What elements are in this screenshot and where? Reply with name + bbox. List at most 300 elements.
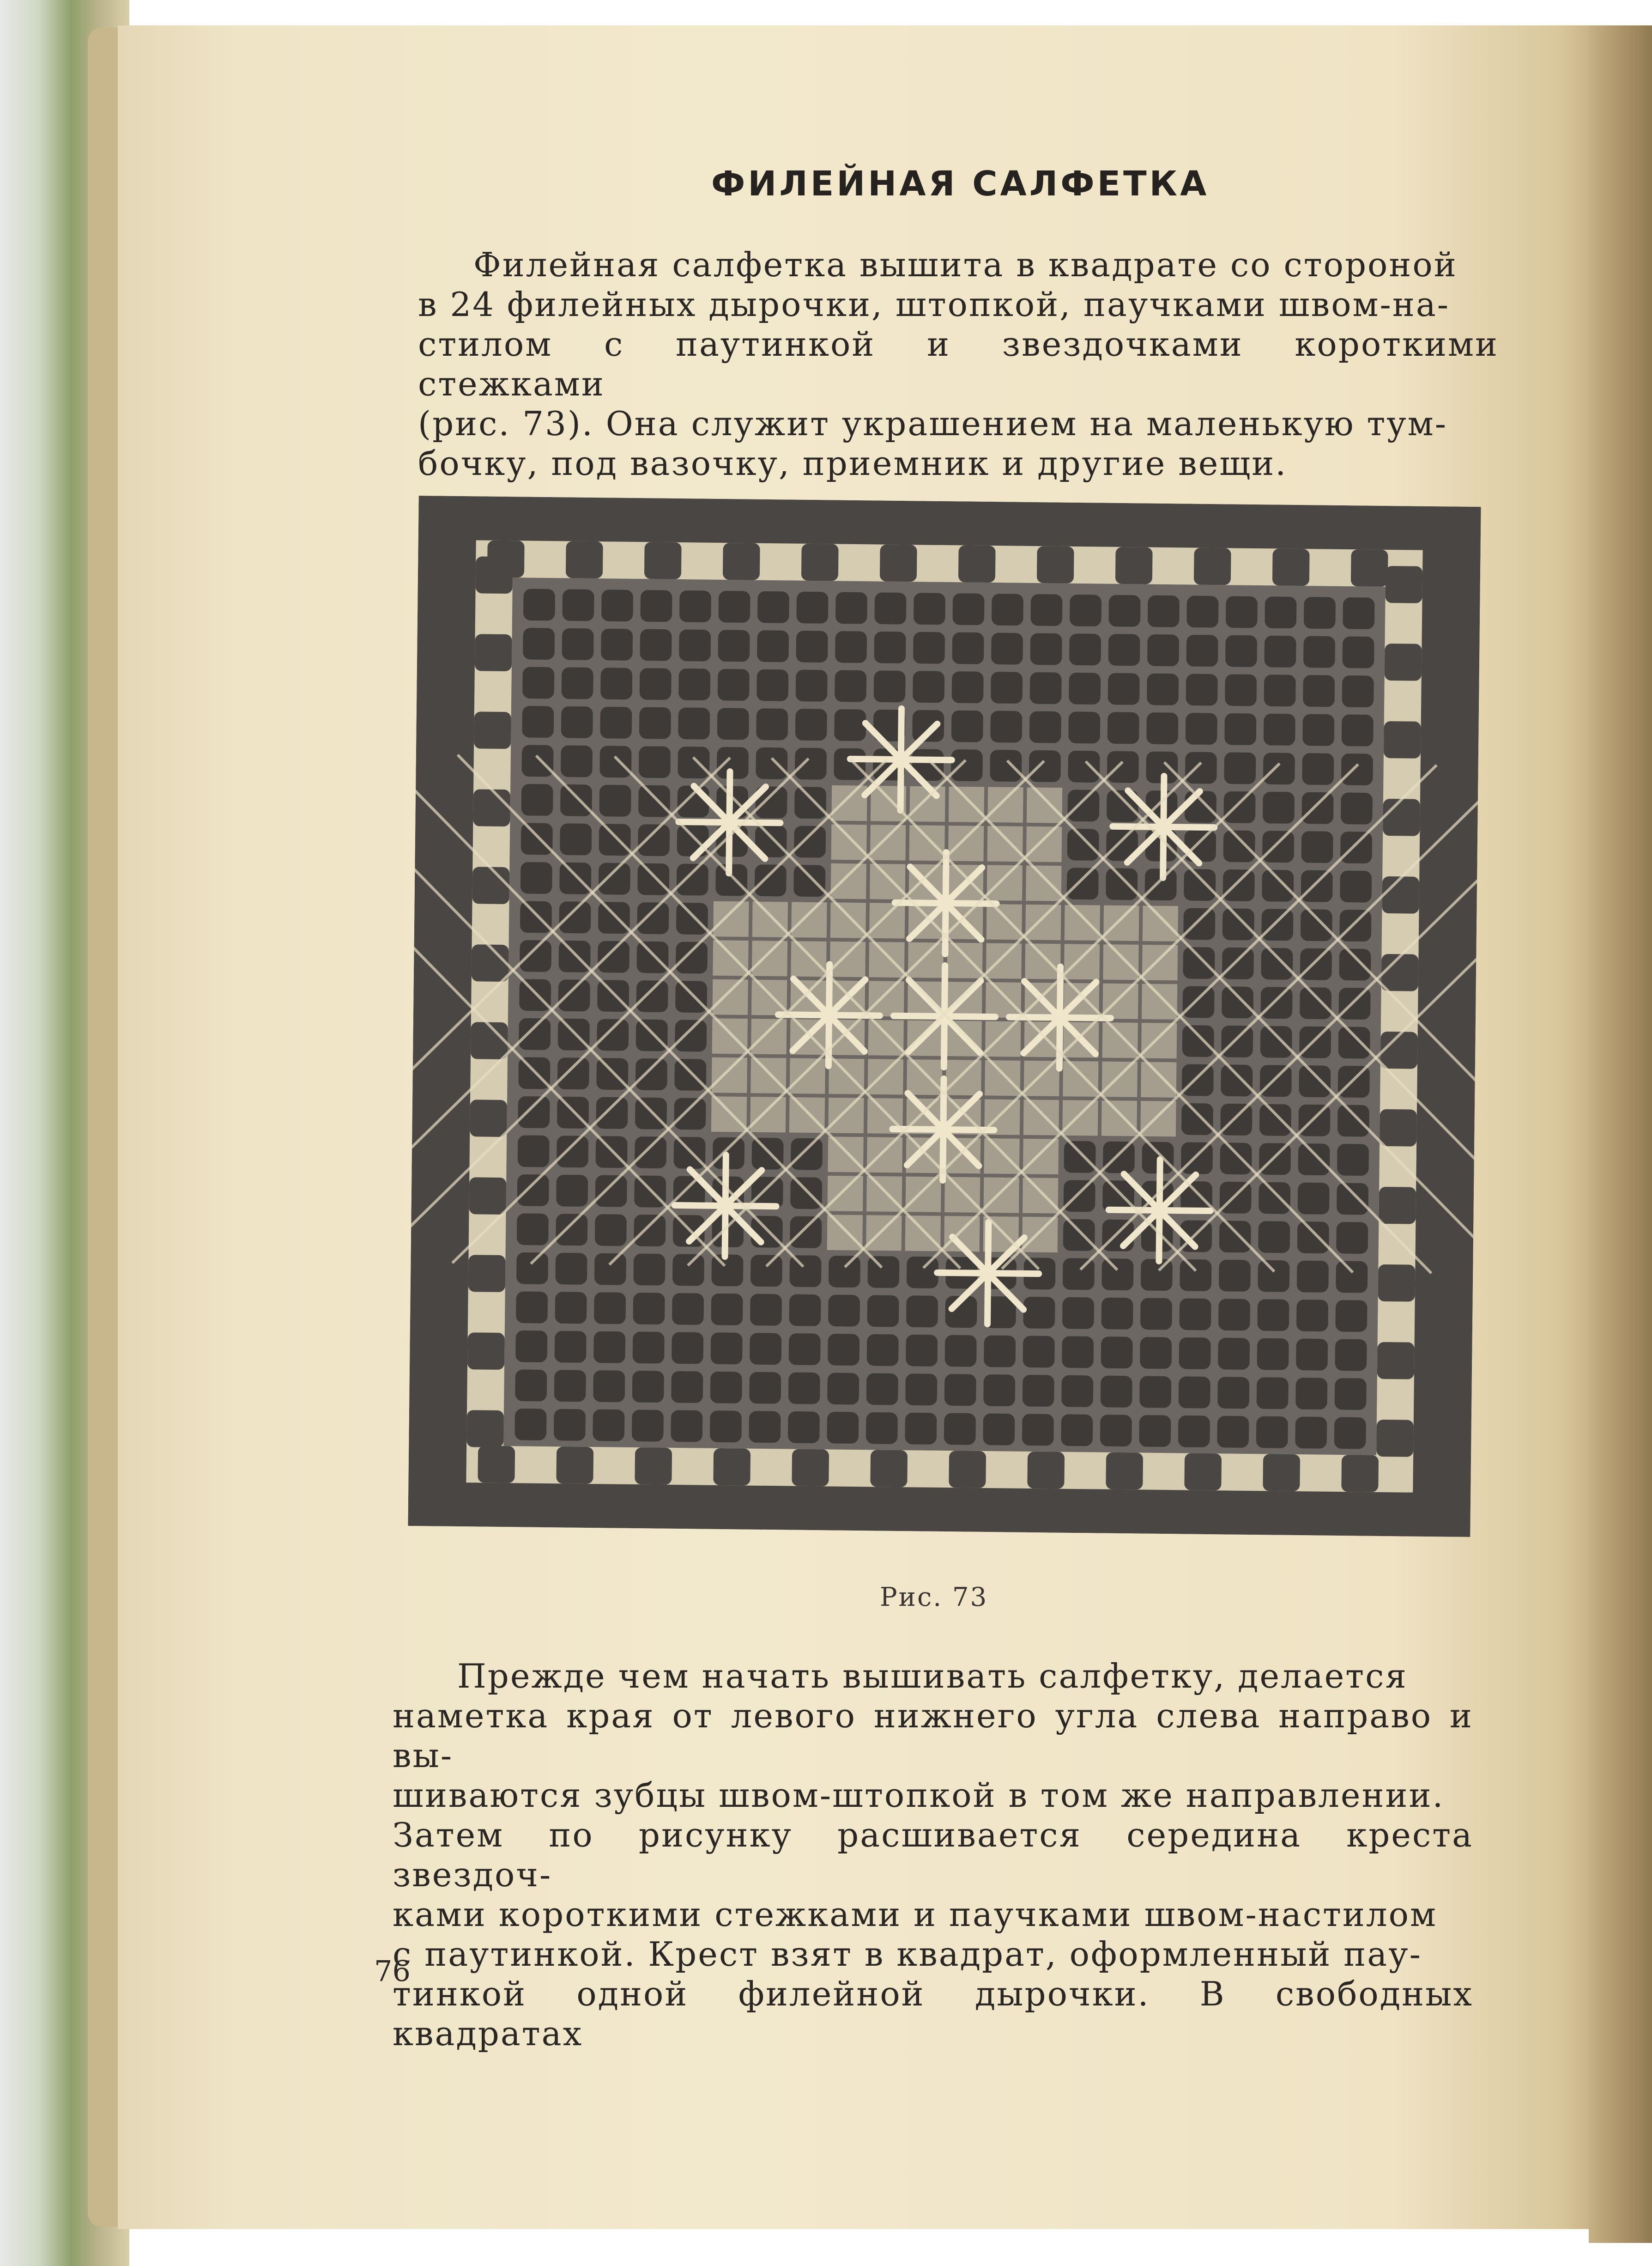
darned-cell [559, 863, 591, 894]
darned-cell [951, 711, 983, 742]
figure-filet-doily [408, 496, 1481, 1537]
darned-cell [1225, 674, 1257, 706]
darned-cell [562, 589, 594, 621]
border-tooth [1194, 548, 1231, 585]
star-ray [901, 709, 902, 759]
paragraph-line: Затем по рисунку расшивается середина креста звездоч- [393, 1816, 1473, 1894]
darned-cell [1257, 1338, 1289, 1370]
darned-cell [866, 1373, 898, 1405]
lace-cell [986, 904, 1022, 940]
darned-cell [790, 1177, 822, 1209]
lace-cell [868, 981, 904, 1016]
lace-cell [985, 1060, 1020, 1096]
darned-cell [1259, 1143, 1291, 1175]
darned-cell [1340, 832, 1372, 863]
darned-cell [906, 1335, 938, 1367]
lace-cell [987, 865, 1023, 900]
paragraph-line: Филейная салфетка вышита в квадрате со стороной [473, 245, 1458, 284]
border-tooth [1351, 549, 1388, 587]
darned-cell [1141, 1259, 1173, 1291]
darned-cell [1299, 1027, 1331, 1058]
darned-cell [796, 592, 828, 624]
darned-cell [1340, 870, 1372, 902]
darned-cell [1217, 1416, 1249, 1448]
darned-cell [678, 707, 710, 739]
darned-cell [1342, 636, 1374, 668]
darned-cell [560, 823, 592, 855]
darned-cell [711, 1254, 743, 1286]
darned-cell [634, 1215, 666, 1246]
darned-cell [1301, 792, 1333, 824]
lace-cell [866, 1176, 902, 1212]
darned-cell [1339, 948, 1371, 980]
border-tooth [467, 1332, 505, 1370]
border-tooth [1378, 1264, 1416, 1302]
darned-cell [556, 1175, 588, 1207]
border-tooth [1115, 547, 1153, 584]
lace-cell [948, 826, 984, 861]
darned-cell [1186, 713, 1217, 745]
lace-cell [713, 979, 748, 1015]
darned-cell [601, 589, 633, 621]
darned-cell [1062, 1336, 1094, 1368]
darned-cell [1334, 1417, 1366, 1449]
star-ray [675, 1205, 726, 1206]
darned-cell [1301, 909, 1332, 941]
darned-cell [1297, 1221, 1329, 1253]
lace-cell [713, 901, 749, 937]
darned-cell [789, 1333, 821, 1365]
darned-cell [827, 1412, 859, 1444]
border-tooth [644, 542, 682, 579]
border-tooth [473, 789, 510, 826]
lace-cell [752, 902, 788, 937]
darned-cell [1260, 987, 1292, 1019]
border-tooth [1385, 644, 1422, 681]
lace-cell [908, 942, 944, 978]
darned-cell [1030, 633, 1062, 665]
lace-cell [906, 1137, 941, 1173]
border-tooth [1382, 876, 1419, 914]
darned-cell [757, 630, 789, 662]
darned-cell [521, 745, 553, 777]
darned-cell [867, 1334, 899, 1366]
darned-cell [558, 1019, 590, 1051]
darned-cell [906, 1295, 938, 1327]
darned-cell [1336, 1261, 1368, 1293]
paragraph-line: наметка края от левого нижнего угла слева направо и вы- [393, 1696, 1473, 1775]
darned-cell [599, 785, 631, 817]
lace-cell [1103, 905, 1139, 941]
darned-cell [1296, 1339, 1328, 1371]
darned-cell [1181, 1103, 1213, 1135]
darned-cell [905, 1373, 937, 1405]
lace-cell [868, 1059, 903, 1094]
lace-cell [1140, 1101, 1176, 1136]
darned-cell [793, 865, 825, 897]
darned-cell [1108, 634, 1140, 666]
darned-cell [675, 981, 707, 1013]
darned-cell [1336, 1222, 1368, 1254]
darned-cell [558, 979, 590, 1011]
border-tooth [1341, 1455, 1379, 1492]
paragraph-line: в 24 филейных дырочки, штопкой, паучками швом-на- [418, 285, 1450, 324]
darned-cell [561, 745, 593, 777]
darned-cell [1147, 634, 1179, 666]
star-ray [1160, 1210, 1210, 1211]
darned-cell [1304, 597, 1336, 629]
darned-cell [1068, 711, 1100, 743]
darned-cell [1301, 831, 1333, 863]
darned-cell [518, 1096, 550, 1128]
darned-cell [718, 630, 750, 662]
darned-cell [559, 901, 591, 933]
darned-cell [1062, 1297, 1094, 1329]
darned-cell [675, 1020, 707, 1051]
darned-cell [789, 1255, 821, 1287]
darned-cell [1257, 1377, 1289, 1409]
star-ray [943, 1079, 944, 1130]
lace-cell [830, 942, 865, 977]
border-tooth [1027, 1452, 1065, 1489]
lace-cell [831, 863, 866, 899]
darned-cell [1063, 1258, 1095, 1290]
darned-cell [1262, 831, 1294, 863]
darned-cell [749, 1411, 781, 1443]
darned-cell [1343, 597, 1374, 629]
lace-cell [1141, 1023, 1177, 1058]
darned-cell [1223, 791, 1255, 823]
darned-cell [517, 1174, 549, 1206]
border-tooth [1383, 799, 1420, 836]
darned-cell [710, 1410, 742, 1442]
darned-cell [640, 668, 672, 700]
darned-cell [756, 708, 788, 740]
darned-cell [1339, 910, 1371, 942]
darned-cell [874, 592, 906, 624]
darned-cell [1222, 948, 1254, 979]
darned-cell [1178, 1415, 1210, 1447]
darned-cell [1108, 673, 1140, 705]
darned-cell [554, 1409, 586, 1441]
darned-cell [1299, 1065, 1331, 1097]
darned-cell [1064, 1180, 1095, 1212]
darned-cell [1186, 635, 1218, 667]
lace-cell [1062, 1100, 1098, 1136]
darned-cell [1185, 791, 1216, 823]
star-ray [946, 903, 997, 904]
lace-cell [869, 942, 904, 978]
darned-cell [635, 1058, 667, 1090]
darned-cell [1300, 948, 1332, 980]
lace-cell [987, 826, 1023, 862]
border-tooth [556, 1446, 593, 1484]
darned-cell [1220, 1142, 1252, 1174]
darned-cell [519, 1018, 551, 1050]
darned-cell [1140, 1298, 1172, 1330]
lace-cell [1102, 1022, 1138, 1058]
darned-cell [1263, 792, 1295, 824]
darned-cell [1023, 1336, 1055, 1367]
lace-cell [712, 1057, 747, 1093]
darned-cell [671, 1371, 703, 1403]
border-tooth [792, 1449, 829, 1487]
darned-cell [1224, 752, 1256, 784]
darned-cell [1107, 751, 1139, 783]
darned-cell [1029, 750, 1061, 782]
darned-cell [636, 1020, 668, 1051]
darned-cell [990, 750, 1022, 782]
darned-cell [1303, 675, 1335, 707]
darned-cell [788, 1411, 820, 1443]
darned-cell [827, 1373, 859, 1404]
darned-cell [828, 1334, 859, 1366]
darned-cell [522, 706, 554, 738]
lace-cell [870, 864, 905, 899]
border-tooth [958, 545, 996, 583]
lace-cell [987, 787, 1023, 822]
darned-cell [990, 711, 1022, 743]
darned-cell [637, 902, 669, 934]
lace-cell [1023, 1178, 1058, 1213]
darned-cell [1220, 1104, 1252, 1136]
figure-caption: Рис. 73 [880, 1582, 988, 1612]
darned-cell [515, 1330, 547, 1362]
darned-cell [1335, 1300, 1367, 1332]
darned-cell [1222, 908, 1254, 940]
lace-cell [828, 1136, 863, 1172]
darned-cell [1298, 1143, 1330, 1175]
darned-cell [1182, 986, 1214, 1018]
darned-cell [555, 1331, 587, 1363]
darned-cell [601, 629, 633, 661]
darned-cell [519, 979, 551, 1011]
darned-cell [907, 1257, 938, 1288]
darned-cell [1186, 595, 1218, 627]
darned-cell [913, 671, 944, 703]
darned-cell [718, 591, 750, 623]
darned-cell [867, 1295, 899, 1327]
border-tooth [723, 543, 760, 580]
border-tooth [801, 544, 839, 581]
lace-cell [1025, 943, 1060, 979]
border-tooth [474, 711, 511, 749]
darned-cell [1259, 1104, 1291, 1136]
darned-cell [674, 1059, 706, 1091]
border-tooth [1263, 1454, 1300, 1491]
darned-cell [520, 940, 551, 972]
darned-cell [796, 670, 828, 702]
lace-cell [949, 787, 984, 822]
darned-cell [1179, 1337, 1211, 1369]
darned-cell [677, 825, 709, 857]
darned-cell [1218, 1299, 1250, 1330]
paragraph-line: шиваются зубцы швом-штопкой в том же направлении. [393, 1776, 1445, 1815]
star-ray [988, 1273, 1039, 1274]
darned-cell [1303, 636, 1335, 668]
darned-cell [674, 1137, 706, 1169]
darned-cell [1342, 714, 1374, 746]
darned-cell [834, 748, 865, 780]
darned-cell [1264, 714, 1295, 746]
border-tooth [1380, 1032, 1418, 1069]
lace-cell [1022, 1217, 1058, 1252]
darned-cell [600, 668, 632, 699]
border-tooth [469, 1177, 506, 1215]
darned-cell [795, 748, 827, 780]
lace-cell [909, 786, 945, 822]
lace-cell [1142, 945, 1178, 980]
darned-cell [556, 1214, 587, 1245]
border-tooth [468, 1255, 506, 1292]
darned-cell [555, 1292, 587, 1324]
darned-cell [1256, 1416, 1288, 1448]
lace-cell [789, 1097, 825, 1133]
darned-cell [1263, 753, 1295, 784]
darned-cell [516, 1291, 548, 1323]
lace-cell [1142, 984, 1177, 1019]
lace-cell [984, 1177, 1019, 1213]
darned-cell [750, 1255, 782, 1287]
paragraph-line: ками короткими стежками и паучками швом-настилом [393, 1895, 1437, 1934]
darned-cell [710, 1372, 742, 1403]
lace-cell [866, 1215, 902, 1251]
lace-cell [946, 1060, 981, 1095]
border-tooth [1384, 721, 1421, 759]
darned-cell [1335, 1339, 1367, 1371]
darned-cell [711, 1332, 743, 1364]
darned-cell [599, 824, 631, 856]
border-tooth [476, 556, 513, 594]
darned-cell [991, 672, 1023, 704]
darned-cell [597, 980, 629, 1012]
darned-cell [598, 941, 629, 973]
darned-cell [992, 594, 1023, 626]
darned-cell [794, 826, 826, 858]
darned-cell [1106, 868, 1138, 900]
lace-cell [750, 1058, 786, 1094]
darned-cell [1342, 675, 1374, 707]
page-title: ФИЛЕЙНАЯ САЛФЕТКА [711, 164, 1210, 204]
border-tooth [1272, 548, 1310, 586]
darned-cell [596, 1058, 628, 1090]
darned-cell [1219, 1260, 1251, 1292]
darned-cell [558, 941, 590, 972]
lace-cell [1065, 905, 1100, 941]
darned-cell [1221, 1026, 1253, 1057]
lace-cell [868, 1020, 904, 1056]
darned-cell [1185, 752, 1217, 784]
border-tooth [472, 944, 509, 982]
darned-cell [1261, 948, 1293, 980]
darned-cell [1140, 1337, 1172, 1369]
lace-cell [1025, 905, 1061, 940]
lace-cell [1102, 1062, 1138, 1097]
darned-cell [1335, 1378, 1367, 1410]
darned-cell [632, 1371, 664, 1403]
border-tooth [1379, 1187, 1416, 1224]
darned-cell [944, 1413, 976, 1445]
border-tooth [1380, 1109, 1417, 1147]
darned-cell [1069, 673, 1101, 705]
darned-cell [1301, 870, 1333, 902]
darned-cell [593, 1409, 624, 1441]
darned-cell [639, 707, 671, 739]
lace-cell [828, 1098, 864, 1133]
lace-cell [752, 941, 787, 976]
darned-cell [1148, 595, 1180, 627]
darned-cell [1023, 1297, 1055, 1329]
lace-cell [986, 982, 1021, 1018]
darned-cell [951, 749, 983, 781]
lace-cell [907, 1059, 942, 1095]
darned-cell [867, 1256, 899, 1288]
darned-cell [1338, 1066, 1370, 1098]
darned-cell [983, 1413, 1015, 1445]
page-gutter-shadow [1589, 25, 1652, 2243]
border-tooth [472, 867, 509, 904]
darned-cell [672, 1332, 703, 1364]
darned-cell [991, 633, 1023, 665]
darned-cell [522, 667, 554, 699]
darned-cell [1179, 1376, 1210, 1408]
darned-cell [835, 670, 866, 702]
lace-cell [1064, 944, 1100, 979]
lace-cell [1026, 826, 1062, 862]
darned-cell [1186, 674, 1218, 705]
darned-cell [749, 1372, 781, 1404]
lace-cell [906, 1177, 941, 1212]
darned-cell [834, 709, 866, 741]
lace-cell [909, 825, 945, 861]
star-ray [1059, 1018, 1060, 1069]
darned-cell [945, 1335, 977, 1367]
darned-cell [598, 902, 630, 934]
darned-cell [523, 628, 555, 660]
darned-cell [1300, 987, 1331, 1019]
darned-cell [717, 708, 749, 740]
darned-cell [520, 862, 552, 894]
border-tooth [1037, 546, 1074, 583]
star-ray [729, 822, 780, 823]
darned-cell [679, 590, 711, 622]
darned-cell [1302, 714, 1334, 746]
darned-cell [1264, 636, 1296, 668]
darned-cell [520, 901, 552, 933]
paragraph-instructions [393, 1656, 1473, 2053]
darned-cell [1030, 594, 1062, 626]
star-ray [944, 966, 945, 1016]
darned-cell [1257, 1299, 1289, 1331]
darned-cell [796, 631, 828, 662]
star-ray [1163, 776, 1164, 827]
lace-cell [1103, 944, 1138, 980]
darned-cell [1067, 790, 1099, 821]
darned-cell [1023, 1375, 1054, 1407]
lace-cell [1063, 1061, 1098, 1097]
lace-cell [828, 1176, 863, 1211]
lace-cell [1027, 787, 1062, 823]
darned-cell [984, 1335, 1016, 1367]
border-tooth [1106, 1452, 1143, 1490]
darned-cell [1147, 674, 1179, 705]
darned-cell [678, 747, 709, 778]
border-tooth [470, 1100, 507, 1137]
darned-cell [593, 1331, 625, 1363]
darned-cell [755, 864, 787, 896]
darned-cell [1139, 1376, 1171, 1408]
lace-cell [985, 1021, 1021, 1057]
